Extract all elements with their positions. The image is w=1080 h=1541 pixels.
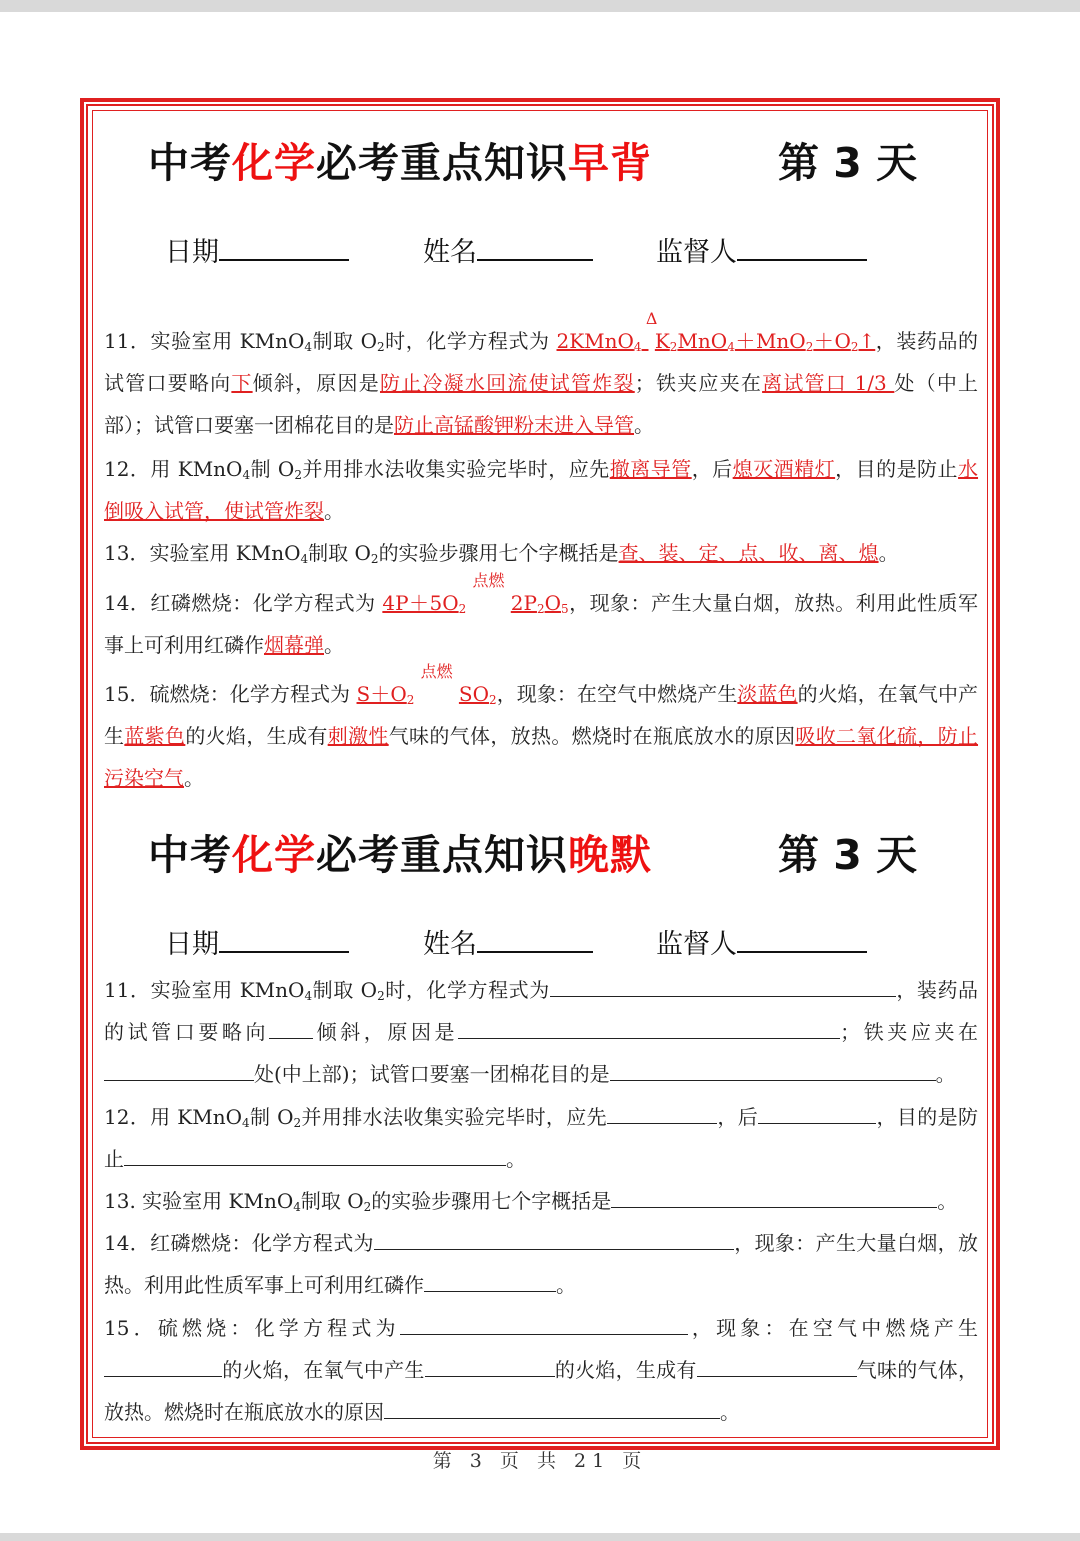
answer-q13-steps: 查、装、定、点、收、离、熄 — [618, 541, 879, 565]
blank-q11-reason[interactable] — [458, 1020, 840, 1039]
morning-title — [148, 130, 652, 189]
morning-name-field[interactable] — [423, 230, 593, 269]
evening-date-field[interactable] — [165, 922, 349, 961]
title-highlight-evening: 晚默 — [568, 831, 652, 879]
blank-q15-air-flame[interactable] — [104, 1358, 222, 1377]
answer-q11-equation: 2KMnO$_4$ Δ $K_2MnO_4+MnO_2+O_2↑$ — [556, 309, 876, 354]
blank-q14-equation[interactable] — [374, 1231, 734, 1250]
name-label: 姓名 — [423, 237, 477, 268]
morning-day-label: 第 3 天 — [778, 139, 918, 187]
viewer-bottom-bar — [0, 1533, 1080, 1541]
answer-q12-purpose: 水倒吸入试管，使试管炸裂 — [104, 457, 979, 523]
date-blank[interactable] — [219, 233, 349, 261]
blank-q15-water-reason[interactable] — [384, 1400, 720, 1419]
name-blank[interactable] — [477, 925, 593, 953]
blank-q11-direction[interactable] — [269, 1020, 313, 1039]
evening-name-field[interactable] — [423, 922, 593, 961]
page-footer: 第 3 页 共 21 页 — [432, 1450, 648, 1472]
blank-q11-clamp[interactable] — [104, 1062, 254, 1081]
answer-q15-air-flame: 淡蓝色 — [737, 682, 798, 706]
title-part: 中考 — [148, 139, 232, 187]
evening-title — [148, 822, 652, 881]
blank-q15-odor[interactable] — [697, 1358, 857, 1377]
answer-q11-clamp: 离试管口 1/3 — [762, 371, 895, 395]
blank-q13-steps[interactable] — [611, 1189, 937, 1208]
morning-q11: 11．实验室用 KMnO$_4$制取 $O_2$时，化学方程式为 2KMnO$_4$ Δ $K_2MnO_4+MnO_2+O_2↑$，装药品的试管口要略向下倾斜，原因是防止冷凝水回流使试管炸裂；铁夹应夹在离试管口 1/3 处（中上部）；试管口要塞一团棉花目的是防止高锰酸钾粉末进入导管。 — [104, 309, 979, 437]
title-part: 中考 — [148, 831, 232, 879]
answer-q11-cotton: 防止高锰酸钾粉末进入导管 — [394, 413, 634, 437]
answer-q14-use: 烟幕弹 — [264, 633, 324, 657]
blank-q11-cotton[interactable] — [610, 1062, 936, 1081]
title-highlight-morning: 早背 — [568, 139, 652, 187]
blank-q15-oxygen-flame[interactable] — [425, 1358, 555, 1377]
blank-q15-equation[interactable] — [400, 1316, 688, 1335]
supervisor-blank[interactable] — [737, 233, 867, 261]
supervisor-label: 监督人 — [656, 237, 737, 268]
answer-q15-oxygen-flame: 蓝紫色 — [124, 724, 186, 748]
supervisor-blank[interactable] — [737, 925, 867, 953]
title-part: 必考重点知识 — [316, 139, 568, 187]
blank-q11-equation[interactable] — [550, 978, 896, 997]
evening-q12: 12．用 KMnO$_4$制 $O_2$并用排水法收集实验完毕时，应先 ，后 ，目的是防止 。 — [104, 1105, 979, 1171]
morning-q13: 13．实验室用 KMnO$_4$制取 $O_2$的实验步骤用七个字概括是查、装、定、点、收、离、熄。 — [104, 541, 899, 566]
evening-q15: 15．硫燃烧：化学方程式为 ，现象：在空气中燃烧产生的火焰，在氧气中产生 的火焰，生成有 气味的气体，放热。燃烧时在瓶底放水的原因 。 — [104, 1316, 979, 1424]
name-label: 姓名 — [423, 929, 477, 960]
answer-q11-reason: 防止冷凝水回流使试管炸裂 — [379, 371, 635, 395]
title-highlight-chemistry: 化学 — [232, 139, 316, 187]
morning-q15: 15．硫燃烧：化学方程式为 $S+O_2$ 点燃 $SO_2$，现象：在空气中燃烧产生淡蓝色的火焰，在氧气中产生蓝紫色的火焰，生成有刺激性气味的气体，放热。燃烧时在瓶底放水的原因吸收二氧化硫，防止污染空气。 — [104, 662, 979, 790]
name-blank[interactable] — [477, 233, 593, 261]
answer-q14-equation: $4P+5O_2$ 点燃 $2P_2O_5$ — [382, 571, 569, 616]
answer-q11-direction: 下 — [231, 371, 253, 395]
date-label: 日期 — [165, 929, 219, 960]
evening-supervisor-field[interactable] — [656, 922, 867, 961]
viewer-top-bar — [0, 0, 1080, 12]
evening-q14: 14．红磷燃烧：化学方程式为 ，现象：产生大量白烟，放热。利用此性质军事上可利用红磷作 。 — [104, 1231, 979, 1297]
morning-q12: 12．用 KMnO$_4$制 $O_2$并用排水法收集实验完毕时，应先撤离导管，后熄灭酒精灯，目的是防止水倒吸入试管，使试管炸裂。 — [104, 457, 979, 523]
title-part: 必考重点知识 — [316, 831, 568, 879]
answer-q15-odor: 刺激性 — [327, 724, 389, 748]
supervisor-label: 监督人 — [656, 929, 737, 960]
blank-q12-first[interactable] — [607, 1105, 717, 1124]
blank-q12-second[interactable] — [758, 1105, 876, 1124]
morning-date-field[interactable] — [165, 230, 349, 269]
title-highlight-chemistry: 化学 — [232, 831, 316, 879]
morning-supervisor-field[interactable] — [656, 230, 867, 269]
date-blank[interactable] — [219, 925, 349, 953]
answer-q12-first: 撤离导管 — [609, 457, 692, 481]
answer-q15-equation: $S+O_2$ 点燃 $SO_2$ — [356, 662, 497, 707]
evening-day-label: 第 3 天 — [778, 831, 918, 879]
blank-q14-use[interactable] — [424, 1273, 556, 1292]
blank-q12-purpose[interactable] — [124, 1147, 506, 1166]
morning-q14: 14．红磷燃烧：化学方程式为 $4P+5O_2$ 点燃 $2P_2O_5$，现象：产生大量白烟，放热。利用此性质军事上可利用红磷作烟幕弹。 — [104, 571, 978, 657]
answer-q15-water-reason: 吸收二氧化硫，防止污染空气 — [104, 724, 979, 790]
answer-q12-second: 熄灭酒精灯 — [732, 457, 836, 481]
evening-q11: 11．实验室用 KMnO$_4$制取 $O_2$时，化学方程式为 ，装药品的试管口要略向 倾斜，原因是 ；铁夹应夹在处(中上部)；试管口要塞一团棉花目的是 。 — [104, 978, 979, 1086]
date-label: 日期 — [165, 237, 219, 268]
evening-q13: 13. 实验室用 KMnO$_4$制取 $O_2$的实验步骤用七个字概括是 。 — [104, 1189, 958, 1214]
